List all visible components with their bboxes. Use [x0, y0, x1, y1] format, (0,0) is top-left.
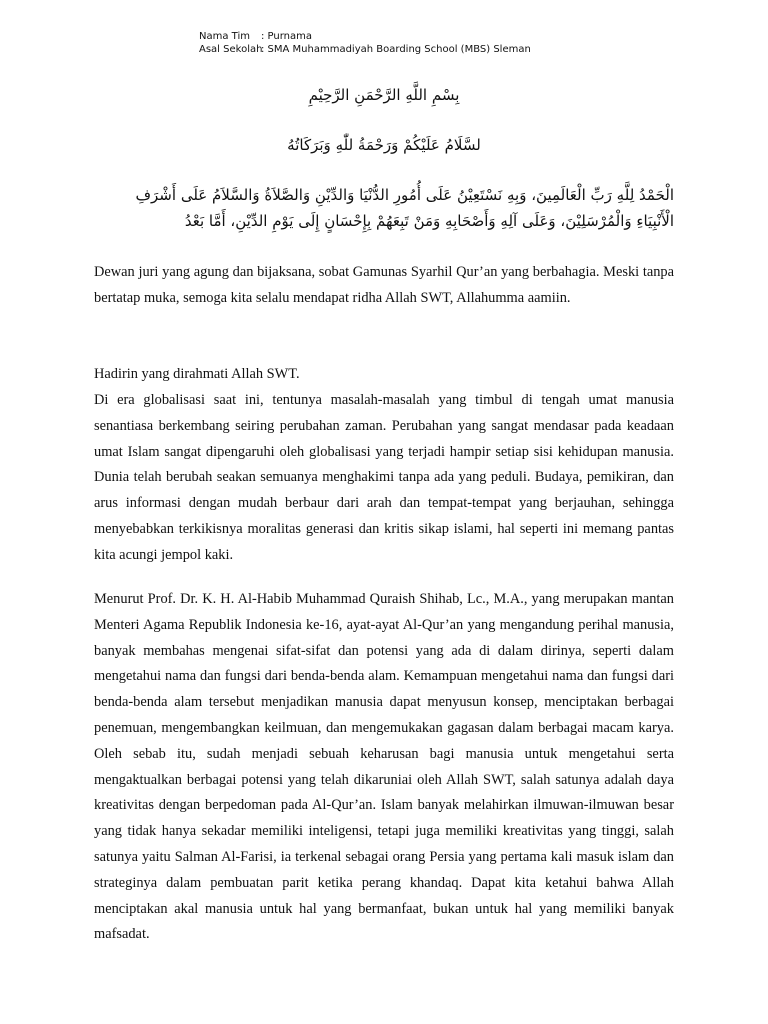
salam-greeting: لسَّلَامُ عَلَيْكُمْ وَرَحْمَةُ للّٰهِ وَبَرَكَاتُهُ [287, 136, 481, 154]
paragraph-opening: Dewan juri yang agung dan bijaksana, sobat Gamunas Syarhil Qur’an yang berbahagia. Meski tanpa bertatap muka, semoga kita selalu mendapat ridha Allah SWT, Allahumma aamiin. [94, 264, 674, 306]
school-row [199, 43, 531, 56]
document-header [199, 30, 531, 56]
paragraph-quraish-shihab: Menurut Prof. Dr. K. H. Al-Habib Muhammad Quraish Shihab, Lc., M.A., yang merupakan mantan Menteri Agama Republik Indonesia ke-16, ayat-ayat Al-Qur’an yang mengandung perihal manusia, banyak membahas mengenai sifat-sifat dan potensi yang ada di dalam dirinya, seperti dalam mengetahui nama dan fungsi dari benda-benda alam. Kemampuan mengetahui nama dan fungsi dari benda-benda alam tersebut menjadikan manusia dapat menyusun konsep, menciptakan berbagai penemuan, mengembangkan keilmuan, dan mengemukakan gagasan dalam berbagai macam karya. Oleh sebab itu, sudah menjadi sebuah keharusan bagi manusia untuk mengetahui serta mengaktualkan berbagai potensi yang telah dikaruniai oleh Allah SWT, salah satunya adalah daya kreativitas dengan berpedoman pada Al-Qur’an. Islam banyak melahirkan ilmuwan-ilmuwan besar yang tidak hanya sekadar memiliki inteligensi, tetapi juga memiliki kreativitas yang tinggi, salah satunya yaitu Salman Al-Farisi, ia terkenal sebagai orang Persia yang pertama kali masuk islam dan strateginya dalam pembuatan parit ketika perang khandaq. Dapat kita ketahui bahwa Allah menciptakan akal manusia untuk hal yang bermanfaat, bukan untuk hal yang memiliki banyak mafsadat. [94, 591, 674, 943]
school-value: : SMA Muhammadiyah Boarding School (MBS) Sleman [261, 44, 531, 55]
school-label: Asal Sekolah [199, 44, 263, 55]
team-value: : Purnama [261, 31, 313, 42]
team-row [199, 30, 531, 43]
paragraph-globalization: Di era globalisasi saat ini, tentunya masalah-masalah yang timbul di tengah umat manusia senantiasa berkembang seiring perubahan zaman. Perubahan yang sangat mendasar pada keadaan umat Islam sangat dipengaruhi oleh globalisasi yang terjadi hampir setiap sisi kehidupan manusia. Dunia telah berubah seakan semuanya menghakimi tanpa ada yang peduli. Budaya, pemikiran, dan arus informasi dengan mudah berbaur dari arah dan tempat-tempat yang berjauhan, sehingga menyebabkan terkikisnya moralitas generasi dan kritis sikap islami, hal seperti ini memang pantas kita acungi jempol kaki. [94, 392, 674, 563]
hamdalah-opening: الْحَمْدُ لِلَّهِ رَبِّ الْعَالَمِينَ، وَبِهِ نَسْتَعِيْنُ عَلَى أُمُورِ الدُّنْيَا وَالدِّيْنِ وَالصَّلاَةُ وَالسَّلاَمُ عَلَى أَشْرَفِ الْأَنْبِيَاءِ وَالْمُرْسَلِيْنَ، وَعَلَى آلِهِ وَأَصْحَابِهِ وَمَنْ تَبِعَهُمْ بِإِحْسَانٍ إِلَى يَوْمِ الدِّيْنِ، أَمَّا بَعْدُ [135, 186, 674, 230]
paragraph-greeting: Hadirin yang dirahmati Allah SWT. [94, 366, 300, 382]
basmalah: بِسْمِ اللَّهِ الرَّحْمَنِ الرَّحِيْمِ [308, 86, 460, 104]
team-label: Nama Tim [199, 31, 250, 42]
